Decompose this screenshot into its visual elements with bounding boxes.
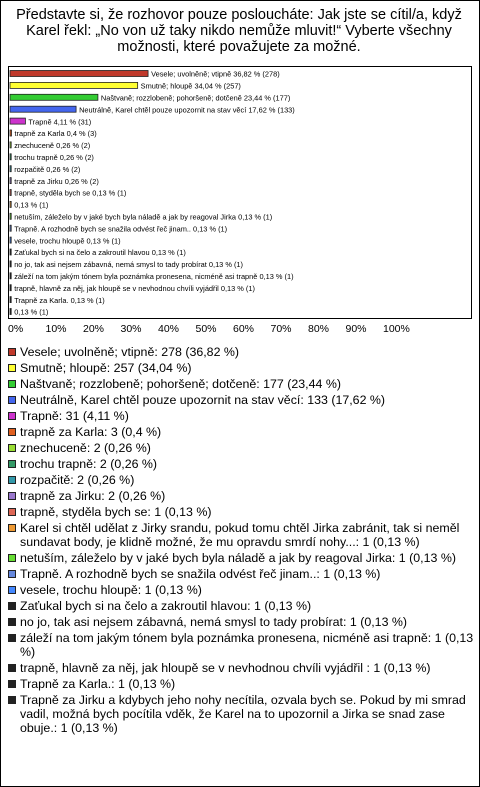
bar-chart-svg bbox=[9, 67, 471, 318]
legend-swatch bbox=[8, 634, 16, 642]
legend-swatch bbox=[8, 428, 16, 436]
legend-item bbox=[8, 693, 474, 735]
x-tick-label: 80% bbox=[308, 323, 330, 335]
legend-swatch bbox=[8, 586, 16, 594]
x-tick-label: 20% bbox=[83, 323, 105, 335]
legend-swatch bbox=[8, 412, 16, 420]
x-tick-label: 60% bbox=[233, 323, 255, 335]
x-tick-label: 0% bbox=[8, 323, 24, 335]
legend-label: trapně za Jirku: 2 (0,26 %) bbox=[20, 489, 166, 503]
bar-label-11: 0,13 % (1) bbox=[14, 200, 49, 210]
bar-label-3: Neutrálně, Karel chtěl pouze upozornit na stav věcí 17,62 % (133) bbox=[79, 105, 295, 115]
legend-swatch bbox=[8, 524, 16, 532]
bar-20 bbox=[10, 309, 11, 315]
legend-swatch bbox=[8, 460, 16, 468]
bar-label-9: trapně za Jirku 0,26 % (2) bbox=[14, 176, 99, 186]
legend-swatch bbox=[8, 570, 16, 578]
legend-item bbox=[8, 505, 474, 519]
legend-label: Trapně. A rozhodně bych se snažila odvést řeč jinam..: 1 (0,13 %) bbox=[20, 567, 381, 581]
legend-label: Zaťukal bych si na čelo a zakroutil hlavou: 1 (0,13 %) bbox=[20, 599, 312, 613]
x-tick-label: 40% bbox=[158, 323, 180, 335]
bar-label-0: Vesele; uvolněně; vtipně 36,82 % (278) bbox=[151, 69, 280, 79]
legend-item bbox=[8, 441, 474, 455]
bar-12 bbox=[10, 213, 11, 219]
bar-10 bbox=[10, 190, 11, 196]
legend-swatch bbox=[8, 396, 16, 404]
legend-item bbox=[8, 489, 474, 503]
bar-label-1: Smutně; hloupě 34,04 % (257) bbox=[140, 81, 241, 91]
bar-label-4: Trapně 4,11 % (31) bbox=[28, 117, 92, 127]
bar-15 bbox=[10, 249, 11, 255]
bar-14 bbox=[10, 237, 11, 243]
bar-label-14: vesele, trochu hloupě 0,13 % (1) bbox=[14, 236, 121, 246]
legend-item bbox=[8, 583, 474, 597]
legend-item bbox=[8, 599, 474, 613]
legend-item bbox=[8, 661, 474, 675]
legend-swatch bbox=[8, 380, 16, 388]
bar-label-13: Trapně. A rozhodně bych se snažila odvést řeč jinam.. 0,13 % (1) bbox=[14, 224, 228, 234]
legend-item bbox=[8, 361, 474, 375]
legend-swatch bbox=[8, 680, 16, 688]
legend-item bbox=[8, 631, 474, 659]
legend-label: Trapně za Jirku a kdybych jeho nohy necítila, ozvala bych se. Pokud by mi smrad vadil, možná bych pocítila vděk, že Karel na to upozornil a Jirka se snad zase obuje.: 1 (0,13 %) bbox=[20, 693, 466, 735]
x-tick-label: 70% bbox=[270, 323, 292, 335]
legend-label: Trapně za Karla.: 1 (0,13 %) bbox=[20, 677, 176, 691]
legend-swatch bbox=[8, 348, 16, 356]
legend-label: znechuceně: 2 (0,26 %) bbox=[20, 441, 151, 455]
bar-16 bbox=[10, 261, 11, 267]
legend-swatch bbox=[8, 696, 16, 704]
legend-item bbox=[8, 409, 474, 423]
bar-label-2: Naštvaně; rozzlobeně; pohoršeně; dotčeně 23,44 % (177) bbox=[100, 93, 291, 103]
legend-swatch bbox=[8, 508, 16, 516]
bar-label-19: Trapně za Karla. 0,13 % (1) bbox=[14, 295, 105, 305]
x-axis-ticks bbox=[0, 323, 480, 337]
bar-8 bbox=[10, 166, 11, 172]
legend-item bbox=[8, 567, 474, 581]
legend-item bbox=[8, 345, 474, 359]
bar-label-15: Zaťukal bych si na čelo a zakroutil hlavou 0,13 % (1) bbox=[14, 248, 186, 258]
bar-label-10: trapně, styděla bych se 0,13 % (1) bbox=[14, 188, 127, 198]
legend-label: trochu trapně: 2 (0,26 %) bbox=[20, 457, 158, 471]
legend-label: trapně za Karla: 3 (0,4 %) bbox=[20, 425, 162, 439]
legend-label: Karel si chtěl udělat z Jirky srandu, pokud tomu chtěl Jirka zabránit, tak si neměl sundavat body, je klidně možné, že mu opravdu smrdí nohy...: 1 (0,13 %) bbox=[20, 521, 460, 549]
legend-label: Naštvaně; rozzlobeně; pohoršeně; dotčeně: 177 (23,44 %) bbox=[20, 377, 341, 391]
legend-item bbox=[8, 677, 474, 691]
legend-label: no jo, tak asi nejsem zábavná, nemá smysl to tady probírat: 1 (0,13 %) bbox=[20, 615, 408, 629]
legend-swatch bbox=[8, 364, 16, 372]
bar-0 bbox=[10, 71, 148, 77]
legend-swatch bbox=[8, 492, 16, 500]
legend-label: netuším, záleželo by v jaké bych byla náladě a jak by reagoval Jirka: 1 (0,13 %) bbox=[20, 551, 456, 565]
bar-label-6: znechuceně 0,26 % (2) bbox=[14, 141, 91, 151]
bar-17 bbox=[10, 273, 11, 279]
bar-11 bbox=[10, 201, 11, 207]
bar-1 bbox=[10, 82, 138, 88]
bar-7 bbox=[10, 154, 11, 160]
legend-item bbox=[8, 393, 474, 407]
x-tick-label: 90% bbox=[345, 323, 367, 335]
x-tick-label: 10% bbox=[45, 323, 67, 335]
bar-4 bbox=[10, 118, 25, 124]
legend-swatch bbox=[8, 554, 16, 562]
bar-label-8: rozpačitě 0,26 % (2) bbox=[14, 164, 81, 174]
legend-swatch bbox=[8, 618, 16, 626]
legend-swatch bbox=[8, 476, 16, 484]
bar-label-5: trapně za Karla 0,4 % (3) bbox=[14, 129, 97, 139]
bar-18 bbox=[10, 285, 11, 291]
x-tick-label: 50% bbox=[195, 323, 217, 335]
plot-area bbox=[8, 66, 472, 319]
bar-6 bbox=[10, 142, 11, 148]
bar-label-16: no jo, tak asi nejsem zábavná, nemá smysl to tady probírat 0,13 % (1) bbox=[14, 260, 244, 270]
legend-item bbox=[8, 473, 474, 487]
legend-label: záleží na tom jakým tónem byla poznámka pronesena, nicméně asi trapně: 1 (0,13 %) bbox=[20, 631, 474, 659]
legend-item bbox=[8, 615, 474, 629]
x-tick-label: 30% bbox=[120, 323, 142, 335]
bar-label-18: trapně, hlavně za něj, jak hloupě se v nevhodnou chvíli vyjádřil 0,13 % (1) bbox=[14, 283, 255, 293]
legend-item bbox=[8, 457, 474, 471]
bar-9 bbox=[10, 178, 11, 184]
legend-item bbox=[8, 551, 474, 565]
legend-label: Trapně: 31 (4,11 %) bbox=[20, 409, 129, 423]
bar-2 bbox=[10, 94, 98, 100]
legend bbox=[8, 345, 474, 737]
bar-label-17: záleží na tom jakým tónem byla poznámka pronesena, nicméně asi trapně 0,13 % (1) bbox=[14, 272, 294, 281]
bar-5 bbox=[10, 130, 12, 136]
bar-label-20: 0,13 % (1) bbox=[14, 307, 49, 317]
chart-title: Představte si, že rozhovor pouze posloucháte: Jak jste se cítil/a, když Karel řekl: „No von už taky nikdo nemůže mluvit!“ Vyberte všechny možnosti, které považujete za možné. bbox=[16, 7, 462, 55]
legend-item bbox=[8, 425, 474, 439]
x-tick-label: 100% bbox=[383, 323, 410, 335]
legend-label: Smutně; hloupě: 257 (34,04 %) bbox=[20, 361, 192, 375]
legend-label: trapně, hlavně za něj, jak hloupě se v nevhodnou chvíli vyjádřil : 1 (0,13 %) bbox=[20, 661, 431, 675]
legend-label: trapně, styděla bych se: 1 (0,13 %) bbox=[20, 505, 212, 519]
bar-label-12: netuším, záleželo by v jaké bych byla náladě a jak by reagoval Jirka 0,13 % (1) bbox=[14, 212, 273, 222]
legend-label: Vesele; uvolněně; vtipně: 278 (36,82 %) bbox=[20, 345, 240, 359]
legend-swatch bbox=[8, 602, 16, 610]
legend-label: vesele, trochu hloupě: 1 (0,13 %) bbox=[20, 583, 202, 597]
legend-item bbox=[8, 521, 474, 549]
legend-item bbox=[8, 377, 474, 391]
bar-19 bbox=[10, 297, 11, 303]
legend-label: Neutrálně, Karel chtěl pouze upozornit na stav věcí: 133 (17,62 %) bbox=[20, 393, 386, 407]
bar-3 bbox=[10, 106, 76, 112]
legend-label: rozpačitě: 2 (0,26 %) bbox=[20, 473, 135, 487]
legend-swatch bbox=[8, 444, 16, 452]
bar-13 bbox=[10, 225, 11, 231]
legend-swatch bbox=[8, 664, 16, 672]
bar-label-7: trochu trapně 0,26 % (2) bbox=[14, 153, 94, 162]
